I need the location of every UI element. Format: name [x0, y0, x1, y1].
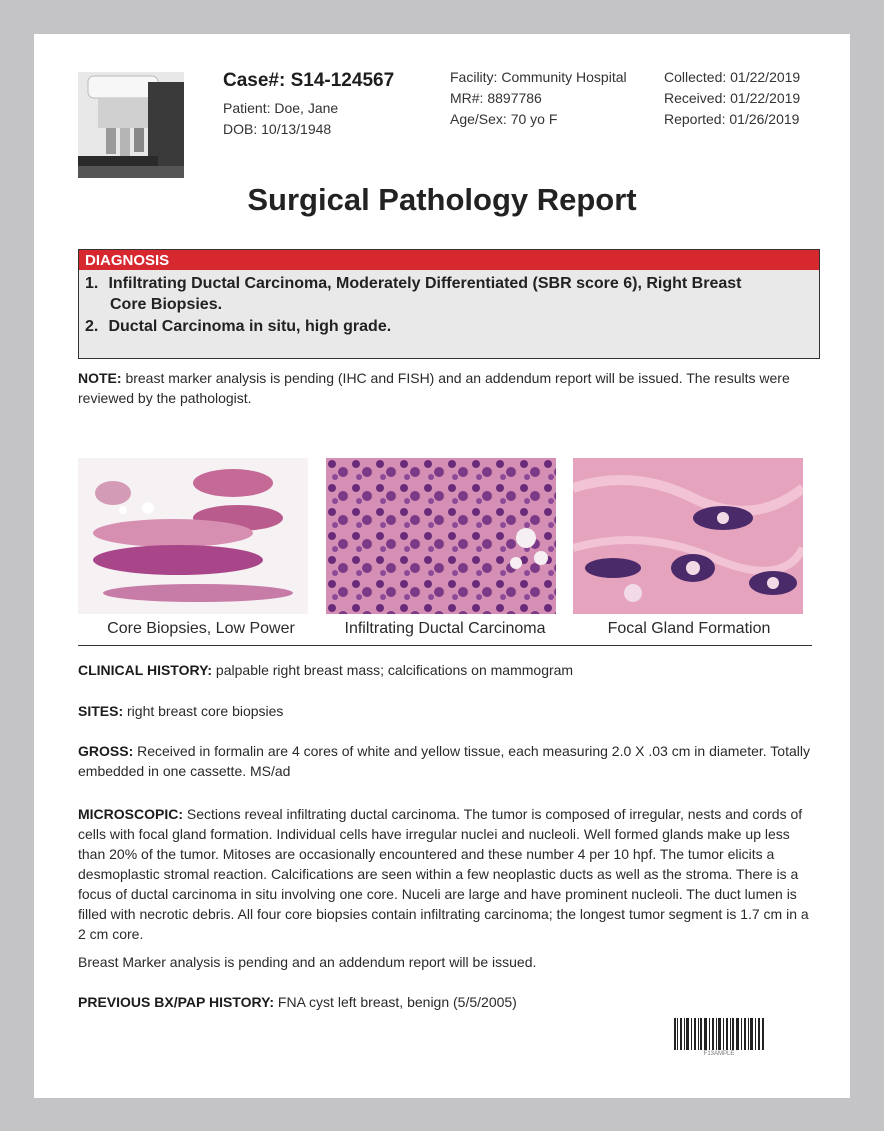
focal-gland-image: [573, 458, 803, 614]
reported-date: Reported: 01/26/2019: [664, 111, 800, 127]
previous-history: [78, 992, 818, 1012]
previous-history-label: PREVIOUS BX/PAP HISTORY:: [78, 994, 275, 1010]
image-caption: Infiltrating Ductal Carcinoma: [344, 620, 546, 637]
clinical-history: [78, 660, 818, 680]
previous-history-text: FNA cyst left breast, benign (5/5/2005): [274, 994, 517, 1010]
collected-date: Collected: 01/22/2019: [664, 69, 801, 85]
clinical-history-label: CLINICAL HISTORY:: [78, 662, 213, 678]
microscopic-text: Sections reveal infiltrating ductal carcinoma. The tumor is composed of irregular, nests and cords of cells with focal gland formation. Individual cells have irregular nuclei and nucleoli. Well formed glands make up less than 20% of the tumor. Mitoses are occasionally encountered and these number 4 per 10 hpf. The tumor elicits a desmoplastic stromal reaction. Calcifications are seen within a few neoplastic ducts as well as the stroma. There is a focus of ductal carcinoma in situ involving one core. Nuceli are large and have prominent nucleoli. The duct lumen is filled with necrotic debris. All four core biopsies contain infiltrating carcinoma; the longest tumor segment is 1.7 cm in a 2 cm core.: [78, 806, 809, 942]
diagnosis-number: 1.: [85, 275, 99, 292]
clinical-history-text: palpable right breast mass; calcifications on mammogram: [212, 662, 574, 678]
microscopic: [78, 804, 818, 944]
case-number: [223, 70, 394, 92]
barcode-text: F13AMPLE: [703, 1051, 735, 1057]
image-caption: Focal Gland Formation: [607, 620, 771, 637]
diagnosis-heading: DIAGNOSIS: [79, 250, 819, 270]
diagnosis-item: [79, 316, 819, 337]
gross-label: GROSS:: [78, 743, 134, 759]
core-biopsies-image: [78, 458, 308, 614]
note-paragraph: [78, 368, 818, 408]
facility: Facility: Community Hospital: [450, 69, 627, 85]
infiltrating-carcinoma-image: [326, 458, 556, 614]
case-value: S14-124567: [290, 70, 395, 91]
sites-label: SITES:: [78, 703, 124, 719]
gross-text: Received in formalin are 4 cores of white and yellow tissue, each measuring 2.0 X .03 cm in diameter. Totally embedded in one cassette. MS/ad: [78, 743, 810, 779]
gross: [78, 741, 818, 781]
diagnosis-item: [79, 273, 819, 315]
image-caption: Core Biopsies, Low Power: [107, 620, 295, 637]
diagnosis-box: [78, 249, 820, 359]
diagnosis-text-cont: Core Biopsies.: [110, 296, 223, 313]
age-sex: Age/Sex: 70 yo F: [450, 111, 558, 127]
microscope-photo: [78, 72, 184, 178]
sites: [78, 701, 818, 721]
barcode: [674, 1018, 764, 1050]
section-divider: [78, 645, 812, 646]
note-label: NOTE:: [78, 370, 122, 386]
mr-number: MR#: 8897786: [450, 90, 542, 106]
patient-dob: DOB: 10/13/1948: [223, 121, 332, 137]
diagnosis-number: 2.: [85, 318, 99, 335]
diagnosis-text: Ductal Carcinoma in situ, high grade.: [108, 318, 392, 335]
received-date: Received: 01/22/2019: [664, 90, 801, 106]
page-title: Surgical Pathology Report: [247, 182, 637, 217]
patient-name: Patient: Doe, Jane: [223, 100, 339, 116]
diagnosis-text: Infiltrating Ductal Carcinoma, Moderately Differentiated (SBR score 6), Right Breast: [108, 275, 742, 292]
microscopic-label: MICROSCOPIC:: [78, 806, 183, 822]
report-page: [34, 34, 850, 1098]
sites-text: right breast core biopsies: [123, 703, 284, 719]
case-label: Case#:: [223, 70, 286, 91]
note-text: breast marker analysis is pending (IHC and FISH) and an addendum report will be issued. The results were reviewed by the pathologist.: [78, 370, 790, 406]
breast-marker-note: Breast Marker analysis is pending and an addendum report will be issued.: [78, 954, 537, 970]
